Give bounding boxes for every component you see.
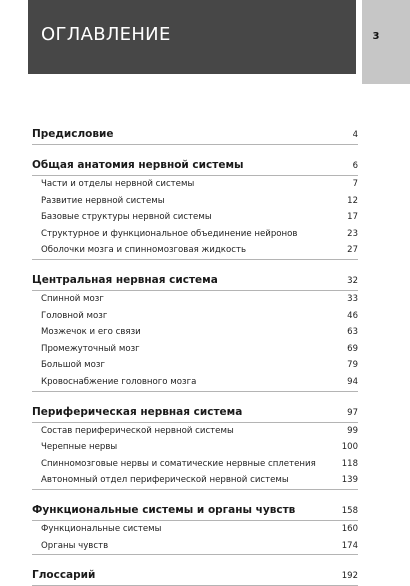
toc-item[interactable]: [32, 341, 358, 358]
divider: [32, 391, 358, 392]
toc-item[interactable]: [32, 357, 358, 374]
page-number-tab: [362, 0, 410, 84]
toc-section: [32, 565, 358, 586]
toc-section-title: Общая анатомия нервной системы: [32, 159, 244, 171]
toc-item-title: Промежуточный мозг: [41, 343, 140, 354]
toc-section: [32, 155, 358, 260]
toc-item-page: 63: [347, 327, 358, 338]
toc-section-page: 6: [352, 161, 358, 171]
toc-section-page: 4: [352, 130, 358, 140]
toc-item-title: Автономный отдел периферической нервной системы: [41, 475, 289, 486]
divider: [32, 259, 358, 260]
divider: [32, 554, 358, 555]
toc-section-heading[interactable]: [32, 270, 358, 290]
toc-item[interactable]: [32, 456, 358, 473]
toc-item[interactable]: [32, 209, 358, 226]
toc-item-title: Головной мозг: [41, 310, 108, 321]
toc-item-page: 100: [341, 442, 358, 453]
toc-item[interactable]: [32, 538, 358, 555]
toc-section-title: Центральная нервная система: [32, 273, 218, 286]
page-number: 3: [372, 31, 380, 42]
toc-item-page: 79: [347, 360, 358, 371]
toc-item[interactable]: [32, 308, 358, 325]
toc-item[interactable]: [32, 374, 358, 391]
toc-item-page: 33: [347, 293, 358, 304]
toc-section-heading[interactable]: [32, 124, 358, 144]
toc-item-page: 160: [341, 523, 358, 534]
divider: [32, 144, 358, 145]
toc-section-heading[interactable]: [32, 402, 358, 422]
toc-item-page: 94: [347, 376, 358, 387]
toc-item[interactable]: [32, 472, 358, 489]
toc-section-page: 32: [347, 275, 358, 286]
toc-item[interactable]: [32, 176, 358, 193]
toc-item-title: Спинномозговые нервы и соматические нервные сплетения: [41, 458, 316, 469]
toc-item-page: 23: [347, 228, 358, 239]
toc-item-title: Черепные нервы: [41, 442, 118, 453]
toc-item-title: Части и отделы нервной системы: [41, 179, 195, 189]
toc-item[interactable]: [32, 521, 358, 538]
toc-section-title: Глоссарий: [32, 569, 96, 582]
toc-item-page: 139: [341, 475, 358, 486]
toc-item[interactable]: [32, 439, 358, 456]
table-of-contents: [32, 124, 358, 586]
toc-item-page: 69: [347, 343, 358, 354]
toc-item[interactable]: [32, 291, 358, 308]
toc-section-title: Функциональные системы и органы чувств: [32, 503, 296, 516]
toc-section: [32, 500, 358, 555]
toc-item-title: Функциональные системы: [41, 523, 162, 534]
toc-item-title: Структурное и функциональное объединение нейронов: [41, 228, 298, 239]
toc-item-title: Спинной мозг: [41, 293, 104, 304]
toc-item-page: 118: [341, 458, 358, 469]
toc-item-page: 7: [352, 179, 358, 189]
toc-section-page: 192: [341, 571, 358, 582]
divider: [32, 489, 358, 490]
toc-item[interactable]: [32, 193, 358, 210]
toc-section: [32, 402, 358, 490]
toc-item-title: Развитие нервной системы: [41, 195, 165, 206]
toc-item-title: Оболочки мозга и спинномозговая жидкость: [41, 245, 247, 256]
toc-item-title: Органы чувств: [41, 540, 109, 551]
toc-section: [32, 270, 358, 392]
toc-item-title: Мозжечок и его связи: [41, 327, 141, 338]
toc-item-page: 99: [347, 425, 358, 436]
toc-item-page: 174: [341, 540, 358, 551]
toc-item-page: 27: [347, 245, 358, 256]
header-bar: [28, 0, 356, 74]
toc-item-title: Большой мозг: [41, 360, 105, 371]
toc-section-page: 158: [341, 505, 358, 516]
toc-section-heading[interactable]: [32, 500, 358, 520]
toc-item[interactable]: [32, 423, 358, 440]
toc-item-title: Состав периферической нервной системы: [41, 425, 234, 436]
toc-section-page: 97: [347, 407, 358, 418]
toc-item-title: Кровоснабжение головного мозга: [41, 376, 197, 387]
toc-item-page: 12: [347, 195, 358, 206]
page-title: ОГЛАВЛЕНИЕ: [41, 24, 171, 45]
toc-item-page: 17: [347, 212, 358, 223]
toc-item-page: 46: [347, 310, 358, 321]
toc-item[interactable]: [32, 242, 358, 259]
toc-item[interactable]: [32, 324, 358, 341]
toc-section-title: Предисловие: [32, 128, 114, 140]
toc-item[interactable]: [32, 226, 358, 243]
toc-section-title: Периферическая нервная система: [32, 405, 243, 418]
toc-section-heading[interactable]: [32, 565, 358, 585]
toc-item-title: Базовые структуры нервной системы: [41, 212, 212, 223]
toc-section: [32, 124, 358, 145]
toc-section-heading[interactable]: [32, 155, 358, 175]
